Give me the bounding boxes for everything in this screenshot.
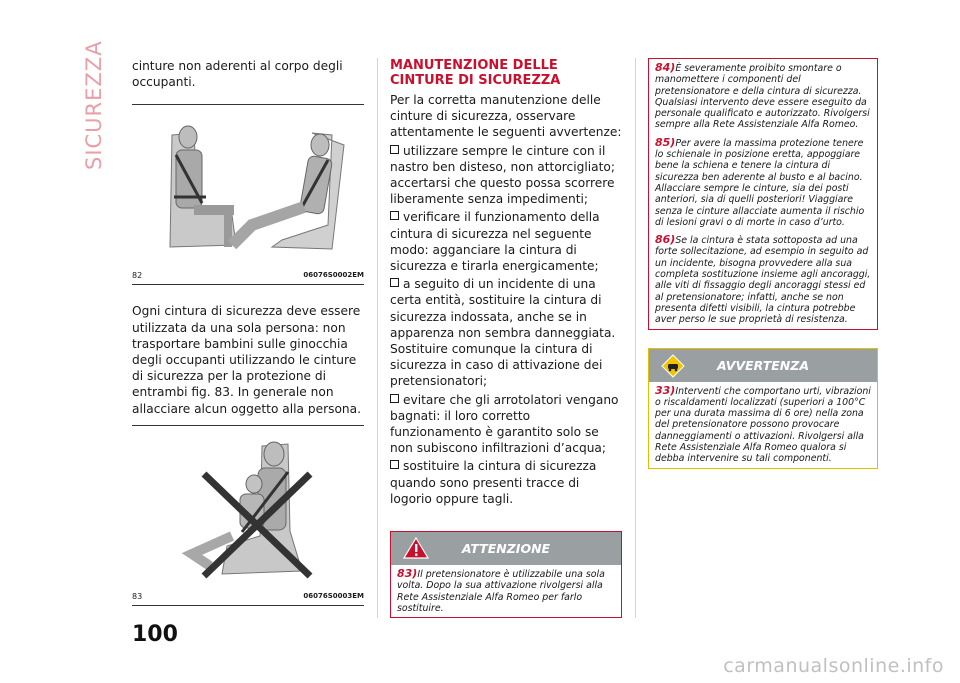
intro-text: cinture non aderenti al corpo degli occupanti. [132, 59, 343, 90]
column-divider [635, 58, 636, 618]
seatbelt-illustration [132, 115, 364, 265]
figure-83 [132, 425, 364, 606]
figure-82 [132, 104, 364, 285]
note-item: 33)Interventi che comportano urti, vibrazioni o riscaldamenti localizzati (superiori a 100°C per una durata massima di 6 ore) nella zona del pretensionatore possono provocare danneggiamenti o attivazioni. Rivolgersi alla Rete Assistenziale Alfa Romeo qualora si debba intervenire su tali componenti. [655, 383, 871, 465]
list-item: evitare che gli arrotolatori vengano bagnati: il loro corretto funzionamento è garantito solo se non subiscono infiltrazioni d’acqua; [390, 392, 619, 456]
section-heading: MANUTENZIONE DELLE CINTURE DI SICUREZZA [390, 58, 561, 88]
column-2 [390, 58, 622, 618]
column-divider [377, 58, 378, 618]
checkbox-bullet-icon [390, 145, 399, 154]
list-item: verificare il funzionamento della cintura di sicurezza nel seguente modo: agganciare la cintura di sicurezza e tirarla energicamente; [390, 210, 600, 274]
figure-code: 06076S0002EM [303, 271, 364, 280]
column-1 [132, 58, 364, 606]
list-item: utilizzare sempre le cinture con il nastro ben disteso, non attorcigliato; accertarsi che questo possa scorrere liberamente senza impedimenti; [390, 143, 615, 207]
note-item: 85)Per avere la massima protezione tenere lo schienale in posizione eretta, appoggiare bene la schiena e tenere la cintura di sicurezza ben aderente al busto e al bacino. Allacciare sempre le cinture, sia dei posti anteriori, sia di quelli posteriori! Viaggiare senza le cinture allacciate aumenta il rischio di lesioni gravi o di morte in caso d’urto. [655, 135, 865, 228]
car-warning-icon [661, 354, 685, 381]
warning-header [649, 349, 877, 382]
checkbox-bullet-icon [390, 394, 399, 403]
attention-notes-box [648, 58, 878, 330]
warning-title: AVVERTENZA [716, 357, 810, 373]
attention-title: ATTENZIONE [461, 541, 551, 557]
intro-text: Per la corretta manutenzione delle cinture di sicurezza, osservare attentamente le seguenti avvertenze: [390, 93, 622, 140]
figure-number: 82 [132, 271, 143, 281]
note-item: 86)Se la cintura è stata sottoposta ad una forte sollecitazione, ad esempio in seguito ad un incidente, bisogna provvedere alla sua completa sostituzione insieme agli ancoraggi, alle viti di fissaggio degli ancoraggi stessi ed al pretensionatore; infatti, anche se non presenta difetti visibili, la cintura potrebbe aver perso le sue proprietà di resistenza. [655, 233, 871, 326]
figure-number: 83 [132, 591, 143, 601]
checkbox-bullet-icon [390, 460, 399, 469]
warning-box [648, 348, 878, 469]
list-item: a seguito di un incidente di una certa entità, sostituire la cintura di sicurezza indossata, anche se in apparenza non sembra danneggiata. Sostituire comunque la cintura di sicurezza in caso di attivazione dei pretensionatori; [390, 277, 616, 389]
page-number: 100 [132, 622, 178, 647]
warning-triangle-icon [403, 536, 429, 563]
attention-box [390, 531, 622, 618]
paragraph: Ogni cintura di sicurezza deve essere utilizzata da una sola persona: non trasportare bambini sulle ginocchia degli occupanti utilizzando le cinture di sicurezza per la protezione di entrambi fig. 83. In generale non allacciare alcun oggetto alla persona. [132, 304, 361, 416]
checkbox-bullet-icon [390, 211, 399, 220]
checkbox-bullet-icon [390, 278, 399, 287]
section-label: SICUREZZA [82, 40, 106, 170]
list-item: sostituire la cintura di sicurezza quando sono presenti tracce di logorio oppure tagli. [390, 459, 597, 506]
figure-caption [132, 592, 364, 606]
figure-caption [132, 271, 364, 285]
note-item: 84)È severamente proibito smontare o manomettere i componenti del pretensionatore e della cintura di sicurezza. Qualsiasi intervento deve essere eseguito da personale qualificato e autorizzato. Rivolgersi sempre alla Rete Assistenziale Alfa Romeo. [655, 61, 870, 131]
column-3 [648, 58, 878, 469]
note-item: 83)Il pretensionatore è utilizzabile una sola volta. Dopo la sua attivazione rivolgersi alla Rete Assistenziale Alfa Romeo per farlo sostituire. [397, 567, 605, 614]
child-on-lap-illustration [132, 436, 364, 586]
attention-header [391, 532, 621, 565]
watermark: carmanualsonline.info [723, 655, 944, 677]
figure-code: 06076S0003EM [303, 591, 364, 600]
section-side-tab [82, 40, 110, 170]
